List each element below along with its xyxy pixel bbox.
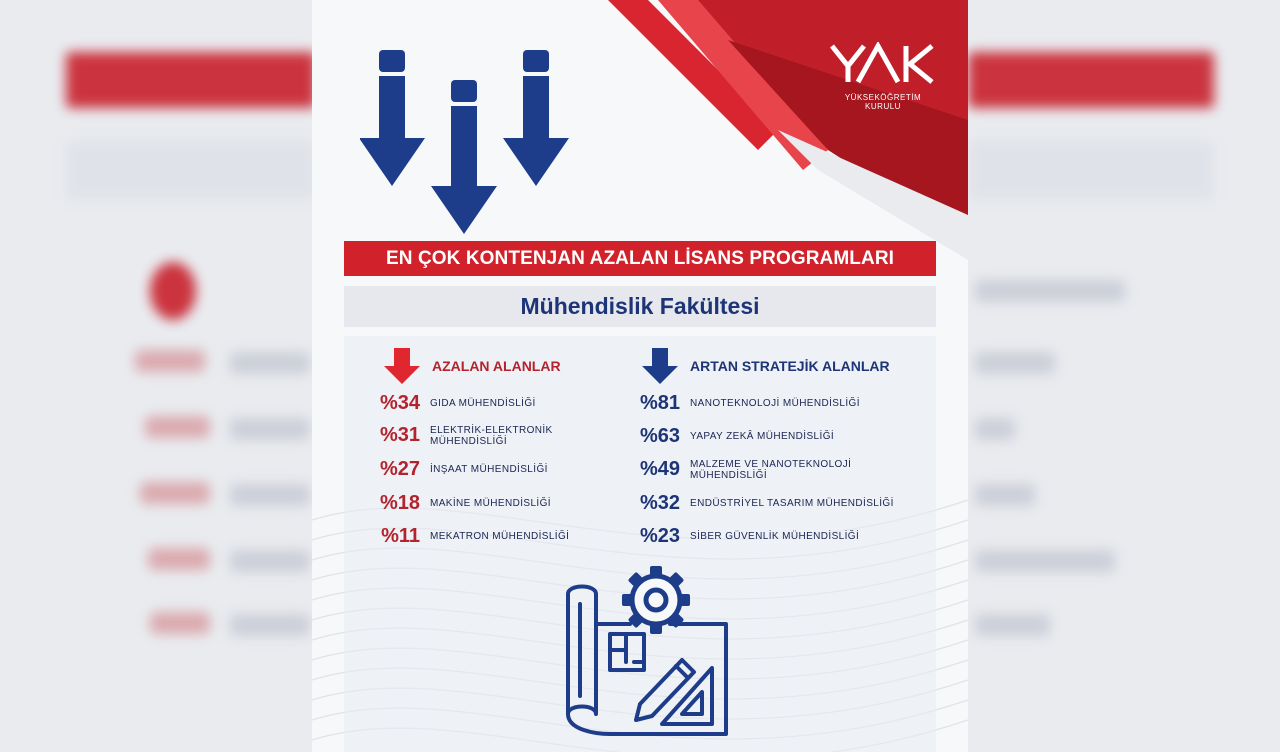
list-item: %31 ELEKTRİK-ELEKTRONİK MÜHENDİSLİĞİ	[379, 424, 553, 447]
blue-down-arrow-icon	[640, 346, 680, 386]
corner-decoration	[588, 0, 968, 260]
list-item: %32 ENDÜSTRİYEL TASARIM MÜHENDİSLİĞİ	[639, 492, 894, 514]
list-item: %81 NANOTEKNOLOJİ MÜHENDİSLİĞİ	[639, 392, 860, 414]
yok-logo-mark-icon	[828, 42, 938, 86]
list-item: %18 MAKİNE MÜHENDİSLİĞİ	[379, 492, 551, 514]
page-title: EN ÇOK KONTENJAN AZALAN LİSANS PROGRAMLARI	[344, 241, 936, 276]
list-item: %63 YAPAY ZEKÂ MÜHENDİSLİĞİ	[639, 425, 835, 447]
list-item: %34 GIDA MÜHENDİSLİĞİ	[379, 392, 536, 414]
down-arrows-icon	[360, 46, 580, 236]
list-item: %27 İNŞAAT MÜHENDİSLİĞİ	[379, 458, 548, 480]
red-down-arrow-icon	[382, 346, 422, 386]
increasing-heading: ARTAN STRATEJİK ALANLAR	[640, 346, 890, 386]
gear-icon	[622, 566, 690, 634]
decreasing-heading: AZALAN ALANLAR	[382, 346, 561, 386]
list-item: %49 MALZEME VE NANOTEKNOLOJİ MÜHENDİSLİĞİ	[639, 458, 852, 481]
engineering-blueprint-icon	[550, 564, 734, 740]
page-subtitle: Mühendislik Fakültesi	[344, 286, 936, 327]
list-item: %11 MEKATRON MÜHENDİSLİĞİ	[381, 525, 570, 547]
list-item: %23 SİBER GÜVENLİK MÜHENDİSLİĞİ	[639, 525, 860, 547]
logo-subtitle: YÜKSEKÖĞRETİM KURULU	[844, 93, 922, 111]
yok-logo	[828, 42, 938, 111]
infographic-poster	[312, 0, 968, 752]
